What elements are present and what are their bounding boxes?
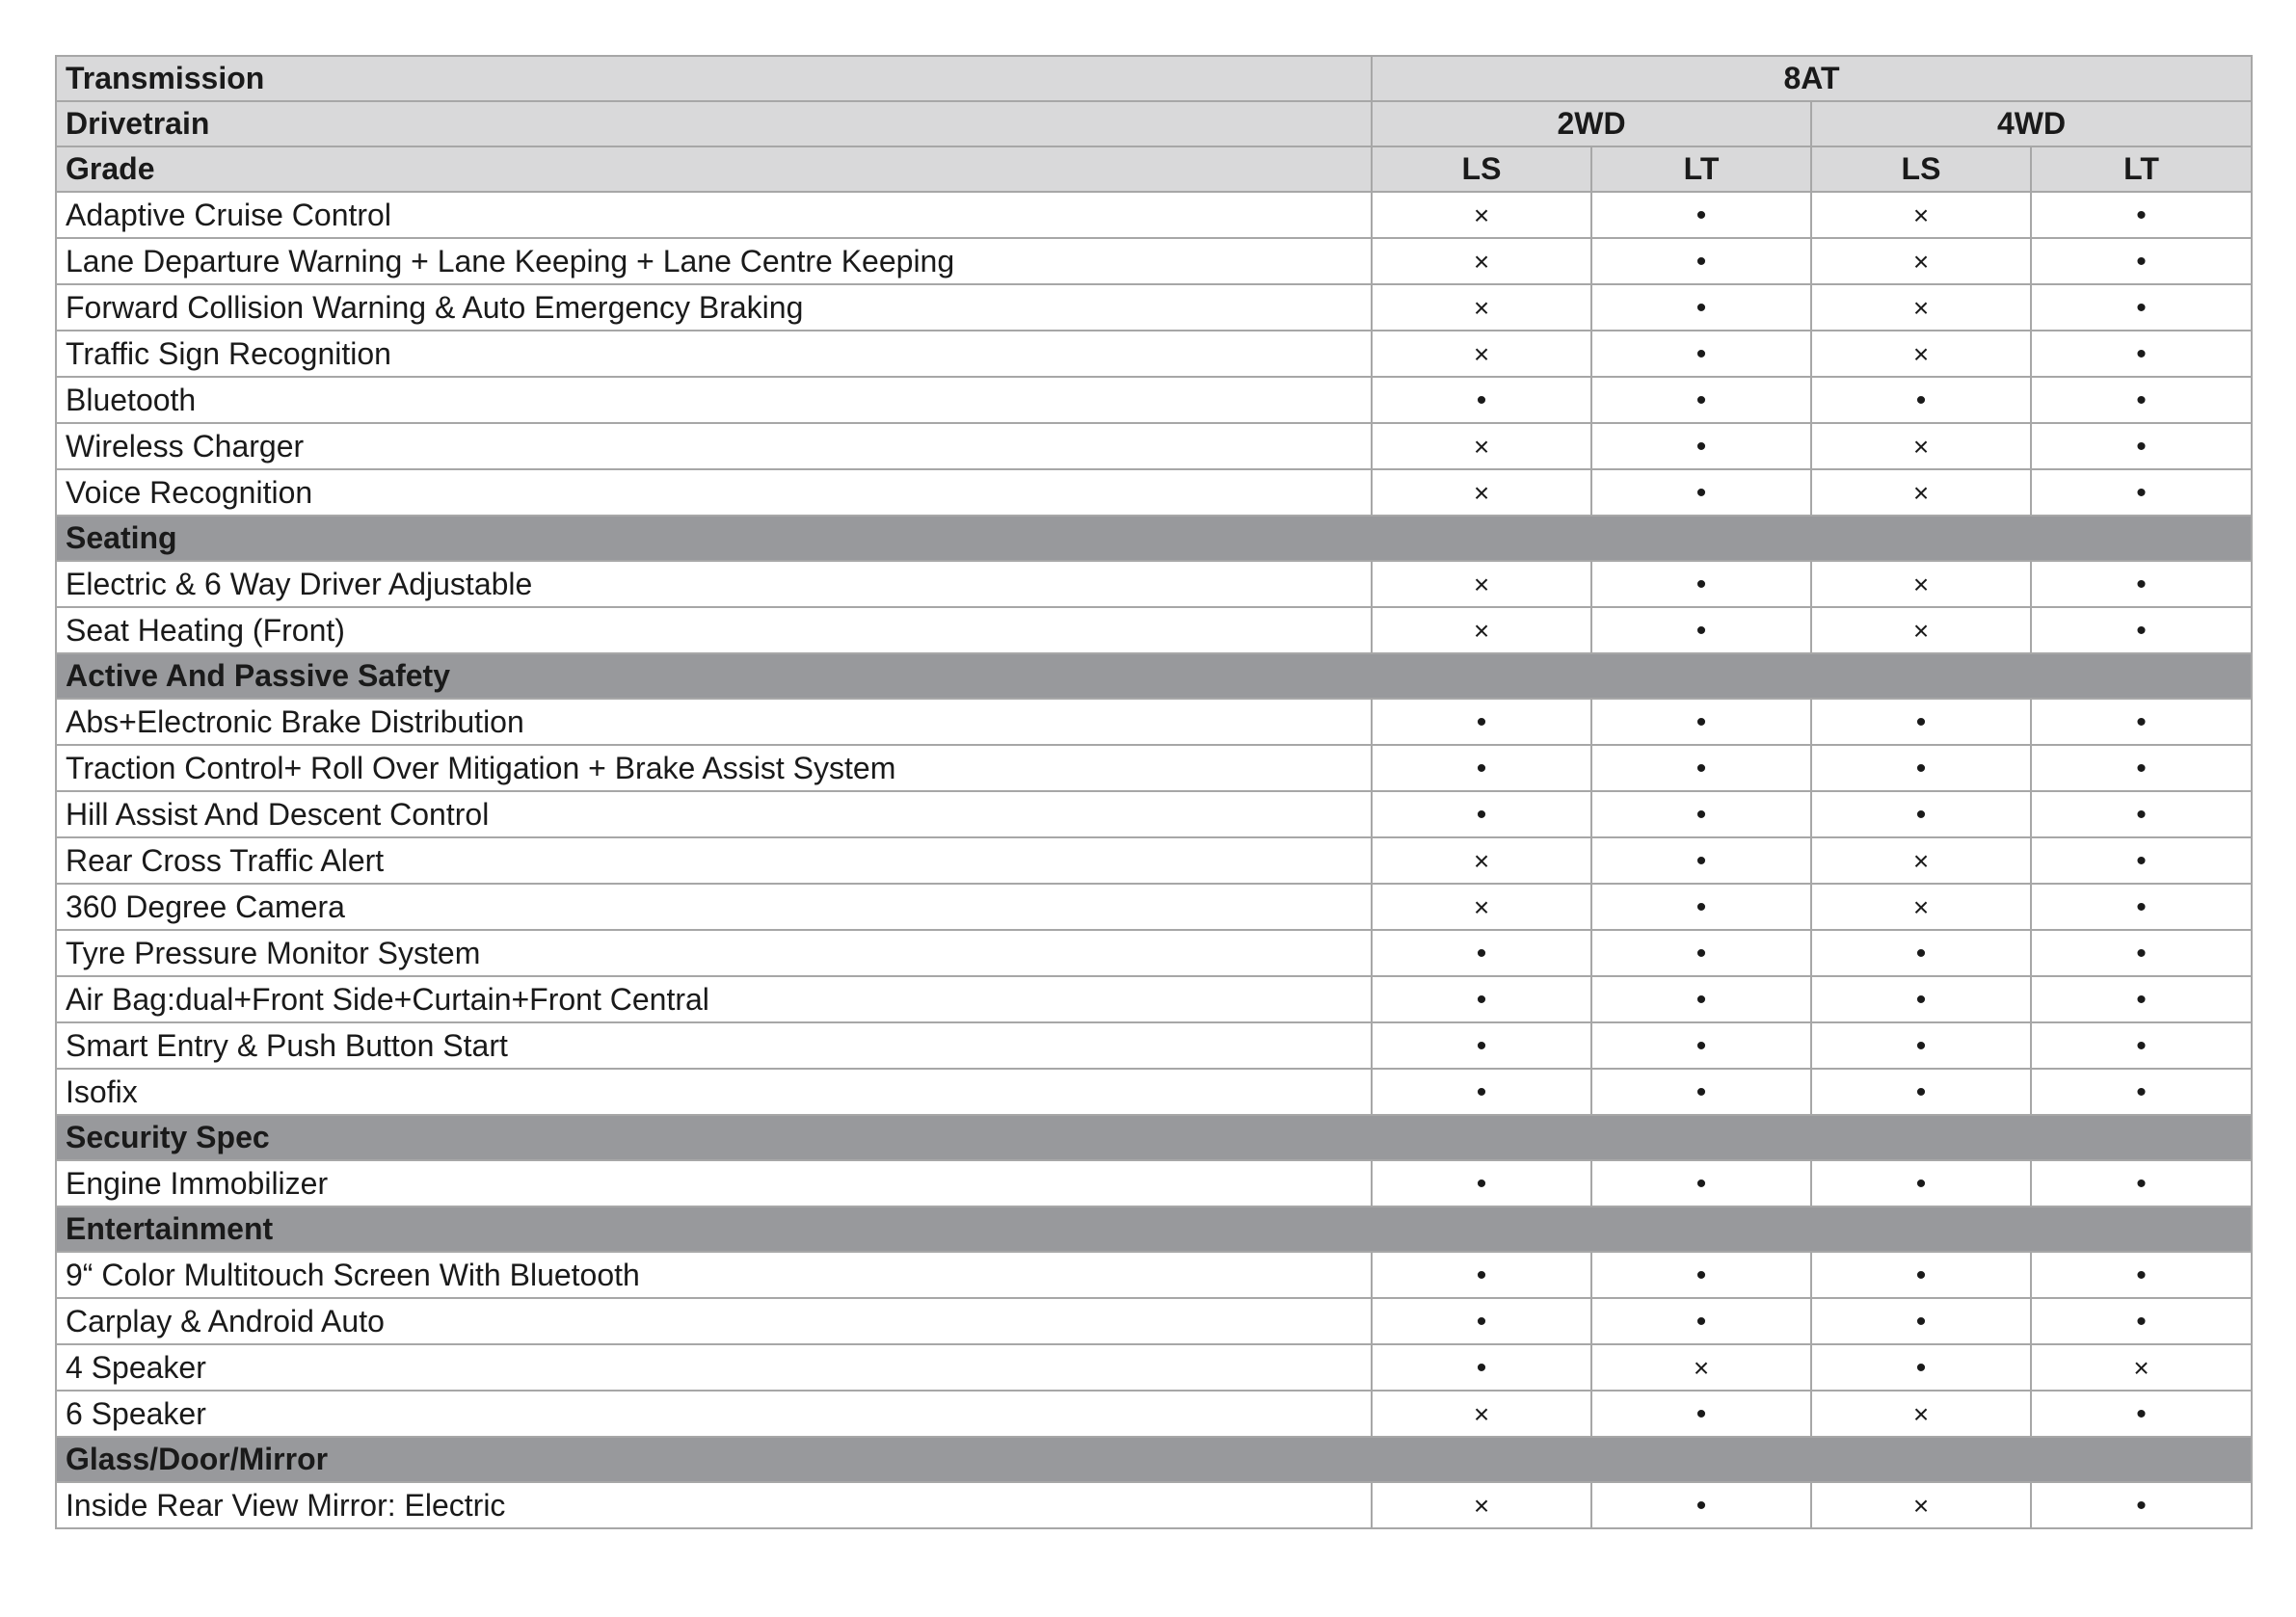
feature-row xyxy=(56,745,2252,791)
section-fill-cell xyxy=(1811,1437,2031,1482)
section-header-row xyxy=(56,1437,2252,1482)
availability-cell-4wd-ls xyxy=(1811,930,2031,976)
drivetrain-2wd: 2WD xyxy=(1372,101,1811,146)
availability-cell-4wd-lt xyxy=(2031,930,2252,976)
available-dot-icon: • xyxy=(1476,384,1487,416)
available-dot-icon: • xyxy=(1915,984,1927,1016)
feature-label: Wireless Charger xyxy=(56,423,1372,469)
grade-row xyxy=(56,146,2252,192)
not-available-cross-icon: × xyxy=(1473,432,1490,462)
available-dot-icon: • xyxy=(2136,1076,2147,1108)
drivetrain-label: Drivetrain xyxy=(56,101,1372,146)
availability-cell-4wd-ls xyxy=(1811,1022,2031,1069)
feature-label: 4 Speaker xyxy=(56,1344,1372,1391)
availability-cell-2wd-lt xyxy=(1591,976,1811,1022)
availability-cell-2wd-ls xyxy=(1372,423,1591,469)
feature-label: Voice Recognition xyxy=(56,469,1372,516)
availability-cell-2wd-ls xyxy=(1372,884,1591,930)
availability-cell-2wd-ls xyxy=(1372,1344,1591,1391)
section-fill-cell xyxy=(2031,653,2252,699)
availability-cell-2wd-ls xyxy=(1372,1160,1591,1206)
available-dot-icon: • xyxy=(1695,1259,1707,1291)
availability-cell-2wd-ls xyxy=(1372,1298,1591,1344)
feature-row xyxy=(56,837,2252,884)
grade-4wd-ls: LS xyxy=(1811,146,2031,192)
availability-cell-4wd-ls xyxy=(1811,607,2031,653)
not-available-cross-icon: × xyxy=(1473,570,1490,599)
grade-2wd-lt: LT xyxy=(1591,146,1811,192)
availability-cell-4wd-ls xyxy=(1811,1298,2031,1344)
feature-label: Seat Heating (Front) xyxy=(56,607,1372,653)
availability-cell-2wd-lt xyxy=(1591,1391,1811,1437)
available-dot-icon: • xyxy=(2136,338,2147,370)
available-dot-icon: • xyxy=(1476,706,1487,738)
not-available-cross-icon: × xyxy=(1473,200,1490,230)
availability-cell-4wd-lt xyxy=(2031,1252,2252,1298)
not-available-cross-icon: × xyxy=(1473,892,1490,922)
not-available-cross-icon: × xyxy=(1473,247,1490,277)
available-dot-icon: • xyxy=(1695,1030,1707,1062)
available-dot-icon: • xyxy=(1695,338,1707,370)
feature-row xyxy=(56,930,2252,976)
feature-row xyxy=(56,1022,2252,1069)
availability-cell-4wd-lt xyxy=(2031,1482,2252,1528)
feature-row xyxy=(56,1160,2252,1206)
availability-cell-2wd-lt xyxy=(1591,561,1811,607)
feature-label: Traction Control+ Roll Over Mitigation + Brake Assist System xyxy=(56,745,1372,791)
availability-cell-2wd-lt xyxy=(1591,284,1811,331)
availability-cell-4wd-lt xyxy=(2031,238,2252,284)
section-header-row xyxy=(56,516,2252,561)
availability-cell-2wd-ls xyxy=(1372,377,1591,423)
available-dot-icon: • xyxy=(1695,1306,1707,1338)
feature-row xyxy=(56,976,2252,1022)
availability-cell-2wd-ls xyxy=(1372,1482,1591,1528)
available-dot-icon: • xyxy=(1695,984,1707,1016)
availability-cell-2wd-lt xyxy=(1591,791,1811,837)
availability-cell-4wd-lt xyxy=(2031,1069,2252,1115)
available-dot-icon: • xyxy=(1476,753,1487,784)
available-dot-icon: • xyxy=(2136,246,2147,278)
feature-label: 6 Speaker xyxy=(56,1391,1372,1437)
availability-cell-4wd-lt xyxy=(2031,884,2252,930)
availability-cell-2wd-ls xyxy=(1372,331,1591,377)
feature-label: Air Bag:dual+Front Side+Curtain+Front Central xyxy=(56,976,1372,1022)
not-available-cross-icon: × xyxy=(1912,616,1930,646)
grade-4wd-lt: LT xyxy=(2031,146,2252,192)
feature-row xyxy=(56,607,2252,653)
feature-label: Traffic Sign Recognition xyxy=(56,331,1372,377)
available-dot-icon: • xyxy=(1476,1030,1487,1062)
available-dot-icon: • xyxy=(2136,292,2147,324)
feature-label: Adaptive Cruise Control xyxy=(56,192,1372,238)
availability-cell-4wd-lt xyxy=(2031,699,2252,745)
not-available-cross-icon: × xyxy=(1473,846,1490,876)
availability-cell-2wd-ls xyxy=(1372,930,1591,976)
availability-cell-4wd-ls xyxy=(1811,423,2031,469)
available-dot-icon: • xyxy=(1695,431,1707,463)
availability-cell-4wd-ls xyxy=(1811,837,2031,884)
availability-cell-4wd-lt xyxy=(2031,331,2252,377)
available-dot-icon: • xyxy=(1476,1168,1487,1200)
available-dot-icon: • xyxy=(1695,1168,1707,1200)
available-dot-icon: • xyxy=(2136,891,2147,923)
feature-label: Electric & 6 Way Driver Adjustable xyxy=(56,561,1372,607)
not-available-cross-icon: × xyxy=(1912,200,1930,230)
available-dot-icon: • xyxy=(2136,1398,2147,1430)
feature-row xyxy=(56,884,2252,930)
available-dot-icon: • xyxy=(1695,246,1707,278)
section-fill-cell xyxy=(2031,516,2252,561)
not-available-cross-icon: × xyxy=(1912,1399,1930,1429)
availability-cell-4wd-ls xyxy=(1811,1344,2031,1391)
availability-cell-4wd-lt xyxy=(2031,423,2252,469)
availability-cell-4wd-ls xyxy=(1811,699,2031,745)
feature-row xyxy=(56,469,2252,516)
available-dot-icon: • xyxy=(2136,1168,2147,1200)
available-dot-icon: • xyxy=(2136,569,2147,600)
availability-cell-4wd-lt xyxy=(2031,1344,2252,1391)
available-dot-icon: • xyxy=(1915,753,1927,784)
availability-cell-4wd-ls xyxy=(1811,331,2031,377)
availability-cell-4wd-lt xyxy=(2031,976,2252,1022)
availability-cell-4wd-lt xyxy=(2031,192,2252,238)
not-available-cross-icon: × xyxy=(1912,247,1930,277)
availability-cell-2wd-lt xyxy=(1591,837,1811,884)
feature-label: Lane Departure Warning + Lane Keeping + Lane Centre Keeping xyxy=(56,238,1372,284)
feature-label: Smart Entry & Push Button Start xyxy=(56,1022,1372,1069)
available-dot-icon: • xyxy=(2136,753,2147,784)
section-fill-cell xyxy=(1591,1206,1811,1252)
section-fill-cell xyxy=(1591,516,1811,561)
section-fill-cell xyxy=(1372,1206,1591,1252)
availability-cell-4wd-lt xyxy=(2031,1391,2252,1437)
section-fill-cell xyxy=(1591,1437,1811,1482)
feature-row xyxy=(56,1391,2252,1437)
not-available-cross-icon: × xyxy=(1693,1353,1710,1383)
availability-cell-2wd-ls xyxy=(1372,1391,1591,1437)
availability-cell-4wd-lt xyxy=(2031,607,2252,653)
available-dot-icon: • xyxy=(1695,706,1707,738)
feature-row xyxy=(56,699,2252,745)
available-dot-icon: • xyxy=(1695,891,1707,923)
transmission-label: Transmission xyxy=(56,56,1372,101)
available-dot-icon: • xyxy=(2136,199,2147,231)
availability-cell-4wd-ls xyxy=(1811,561,2031,607)
feature-label: Inside Rear View Mirror: Electric xyxy=(56,1482,1372,1528)
availability-cell-4wd-lt xyxy=(2031,377,2252,423)
feature-label: 360 Degree Camera xyxy=(56,884,1372,930)
available-dot-icon: • xyxy=(1915,1352,1927,1384)
not-available-cross-icon: × xyxy=(1912,339,1930,369)
not-available-cross-icon: × xyxy=(1912,846,1930,876)
availability-cell-4wd-ls xyxy=(1811,1252,2031,1298)
availability-cell-2wd-ls xyxy=(1372,837,1591,884)
availability-cell-2wd-ls xyxy=(1372,791,1591,837)
not-available-cross-icon: × xyxy=(1912,478,1930,508)
available-dot-icon: • xyxy=(2136,706,2147,738)
available-dot-icon: • xyxy=(2136,799,2147,831)
available-dot-icon: • xyxy=(1915,1259,1927,1291)
transmission-value: 8AT xyxy=(1372,56,2252,101)
availability-cell-4wd-lt xyxy=(2031,1022,2252,1069)
availability-cell-2wd-lt xyxy=(1591,1022,1811,1069)
available-dot-icon: • xyxy=(1476,1076,1487,1108)
section-title: Active And Passive Safety xyxy=(56,653,1372,699)
not-available-cross-icon: × xyxy=(1912,293,1930,323)
not-available-cross-icon: × xyxy=(1473,1399,1490,1429)
not-available-cross-icon: × xyxy=(1912,1491,1930,1521)
available-dot-icon: • xyxy=(2136,384,2147,416)
available-dot-icon: • xyxy=(2136,477,2147,509)
availability-cell-4wd-ls xyxy=(1811,469,2031,516)
feature-row xyxy=(56,561,2252,607)
available-dot-icon: • xyxy=(1915,1306,1927,1338)
feature-row xyxy=(56,1344,2252,1391)
availability-cell-2wd-lt xyxy=(1591,1069,1811,1115)
feature-row xyxy=(56,284,2252,331)
availability-cell-4wd-ls xyxy=(1811,238,2031,284)
available-dot-icon: • xyxy=(1695,615,1707,647)
available-dot-icon: • xyxy=(2136,1306,2147,1338)
available-dot-icon: • xyxy=(1695,292,1707,324)
availability-cell-2wd-ls xyxy=(1372,976,1591,1022)
section-fill-cell xyxy=(1372,653,1591,699)
availability-cell-2wd-lt xyxy=(1591,1298,1811,1344)
available-dot-icon: • xyxy=(1695,1076,1707,1108)
available-dot-icon: • xyxy=(2136,845,2147,877)
availability-cell-4wd-lt xyxy=(2031,791,2252,837)
feature-label: Rear Cross Traffic Alert xyxy=(56,837,1372,884)
availability-cell-2wd-lt xyxy=(1591,1482,1811,1528)
availability-cell-2wd-lt xyxy=(1591,1252,1811,1298)
availability-cell-2wd-ls xyxy=(1372,607,1591,653)
section-title: Glass/Door/Mirror xyxy=(56,1437,1372,1482)
available-dot-icon: • xyxy=(1695,477,1707,509)
drivetrain-4wd: 4WD xyxy=(1811,101,2252,146)
available-dot-icon: • xyxy=(2136,431,2147,463)
available-dot-icon: • xyxy=(1695,845,1707,877)
section-fill-cell xyxy=(1591,1115,1811,1160)
section-fill-cell xyxy=(2031,1206,2252,1252)
section-fill-cell xyxy=(1811,1206,2031,1252)
available-dot-icon: • xyxy=(1476,938,1487,969)
available-dot-icon: • xyxy=(2136,984,2147,1016)
available-dot-icon: • xyxy=(1915,1030,1927,1062)
not-available-cross-icon: × xyxy=(1473,339,1490,369)
availability-cell-4wd-ls xyxy=(1811,1160,2031,1206)
feature-label: Bluetooth xyxy=(56,377,1372,423)
availability-cell-2wd-lt xyxy=(1591,331,1811,377)
availability-cell-2wd-ls xyxy=(1372,469,1591,516)
not-available-cross-icon: × xyxy=(2133,1353,2149,1383)
feature-row xyxy=(56,791,2252,837)
available-dot-icon: • xyxy=(1695,799,1707,831)
availability-cell-4wd-lt xyxy=(2031,1160,2252,1206)
section-title: Entertainment xyxy=(56,1206,1372,1252)
availability-cell-2wd-ls xyxy=(1372,745,1591,791)
feature-row xyxy=(56,238,2252,284)
available-dot-icon: • xyxy=(1915,938,1927,969)
not-available-cross-icon: × xyxy=(1912,892,1930,922)
availability-cell-4wd-lt xyxy=(2031,469,2252,516)
available-dot-icon: • xyxy=(1915,706,1927,738)
availability-cell-2wd-ls xyxy=(1372,284,1591,331)
section-fill-cell xyxy=(1811,653,2031,699)
available-dot-icon: • xyxy=(1695,1490,1707,1522)
feature-row xyxy=(56,377,2252,423)
availability-cell-4wd-ls xyxy=(1811,377,2031,423)
availability-cell-2wd-ls xyxy=(1372,1022,1591,1069)
feature-label: Forward Collision Warning & Auto Emergency Braking xyxy=(56,284,1372,331)
available-dot-icon: • xyxy=(1695,938,1707,969)
feature-row xyxy=(56,1482,2252,1528)
available-dot-icon: • xyxy=(1915,1076,1927,1108)
drivetrain-row xyxy=(56,101,2252,146)
feature-label: Isofix xyxy=(56,1069,1372,1115)
feature-label: 9“ Color Multitouch Screen With Bluetooth xyxy=(56,1252,1372,1298)
section-fill-cell xyxy=(2031,1437,2252,1482)
availability-cell-2wd-lt xyxy=(1591,1344,1811,1391)
feature-label: Tyre Pressure Monitor System xyxy=(56,930,1372,976)
availability-cell-4wd-lt xyxy=(2031,837,2252,884)
section-fill-cell xyxy=(2031,1115,2252,1160)
grade-label: Grade xyxy=(56,146,1372,192)
section-fill-cell xyxy=(1372,516,1591,561)
feature-label: Hill Assist And Descent Control xyxy=(56,791,1372,837)
availability-cell-2wd-lt xyxy=(1591,607,1811,653)
availability-cell-2wd-lt xyxy=(1591,930,1811,976)
availability-cell-4wd-ls xyxy=(1811,745,2031,791)
availability-cell-4wd-ls xyxy=(1811,192,2031,238)
availability-cell-4wd-ls xyxy=(1811,1391,2031,1437)
available-dot-icon: • xyxy=(1695,1398,1707,1430)
availability-cell-4wd-ls xyxy=(1811,976,2031,1022)
availability-cell-4wd-ls xyxy=(1811,791,2031,837)
availability-cell-2wd-lt xyxy=(1591,699,1811,745)
not-available-cross-icon: × xyxy=(1912,570,1930,599)
availability-cell-2wd-lt xyxy=(1591,423,1811,469)
availability-cell-2wd-ls xyxy=(1372,192,1591,238)
feature-label: Engine Immobilizer xyxy=(56,1160,1372,1206)
section-header-row xyxy=(56,1115,2252,1160)
available-dot-icon: • xyxy=(1695,384,1707,416)
available-dot-icon: • xyxy=(2136,1490,2147,1522)
section-header-row xyxy=(56,1206,2252,1252)
not-available-cross-icon: × xyxy=(1912,432,1930,462)
availability-cell-4wd-ls xyxy=(1811,1482,2031,1528)
availability-cell-4wd-lt xyxy=(2031,284,2252,331)
transmission-row xyxy=(56,56,2252,101)
section-fill-cell xyxy=(1372,1115,1591,1160)
grade-2wd-ls: LS xyxy=(1372,146,1591,192)
feature-label: Carplay & Android Auto xyxy=(56,1298,1372,1344)
availability-cell-2wd-lt xyxy=(1591,238,1811,284)
available-dot-icon: • xyxy=(1476,1259,1487,1291)
available-dot-icon: • xyxy=(2136,1030,2147,1062)
available-dot-icon: • xyxy=(2136,938,2147,969)
availability-cell-4wd-ls xyxy=(1811,284,2031,331)
section-title: Security Spec xyxy=(56,1115,1372,1160)
not-available-cross-icon: × xyxy=(1473,293,1490,323)
not-available-cross-icon: × xyxy=(1473,616,1490,646)
section-header-row xyxy=(56,653,2252,699)
section-fill-cell xyxy=(1811,1115,2031,1160)
available-dot-icon: • xyxy=(1476,799,1487,831)
feature-row xyxy=(56,423,2252,469)
feature-row xyxy=(56,331,2252,377)
availability-cell-2wd-lt xyxy=(1591,745,1811,791)
availability-cell-2wd-ls xyxy=(1372,238,1591,284)
availability-cell-4wd-lt xyxy=(2031,745,2252,791)
availability-cell-4wd-ls xyxy=(1811,1069,2031,1115)
available-dot-icon: • xyxy=(2136,1259,2147,1291)
availability-cell-2wd-lt xyxy=(1591,192,1811,238)
available-dot-icon: • xyxy=(1695,199,1707,231)
availability-cell-4wd-ls xyxy=(1811,884,2031,930)
feature-row xyxy=(56,192,2252,238)
available-dot-icon: • xyxy=(1695,569,1707,600)
available-dot-icon: • xyxy=(1915,799,1927,831)
available-dot-icon: • xyxy=(1915,1168,1927,1200)
feature-row xyxy=(56,1069,2252,1115)
feature-row xyxy=(56,1298,2252,1344)
availability-cell-4wd-lt xyxy=(2031,561,2252,607)
section-fill-cell xyxy=(1811,516,2031,561)
not-available-cross-icon: × xyxy=(1473,1491,1490,1521)
availability-cell-2wd-ls xyxy=(1372,561,1591,607)
feature-row xyxy=(56,1252,2252,1298)
spec-table xyxy=(55,55,2253,1529)
section-title: Seating xyxy=(56,516,1372,561)
availability-cell-2wd-lt xyxy=(1591,1160,1811,1206)
availability-cell-4wd-lt xyxy=(2031,1298,2252,1344)
available-dot-icon: • xyxy=(1476,984,1487,1016)
available-dot-icon: • xyxy=(1915,384,1927,416)
available-dot-icon: • xyxy=(1476,1306,1487,1338)
section-fill-cell xyxy=(1372,1437,1591,1482)
available-dot-icon: • xyxy=(1695,753,1707,784)
availability-cell-2wd-ls xyxy=(1372,699,1591,745)
availability-cell-2wd-lt xyxy=(1591,377,1811,423)
availability-cell-2wd-lt xyxy=(1591,469,1811,516)
availability-cell-2wd-ls xyxy=(1372,1252,1591,1298)
section-fill-cell xyxy=(1591,653,1811,699)
available-dot-icon: • xyxy=(2136,615,2147,647)
not-available-cross-icon: × xyxy=(1473,478,1490,508)
availability-cell-2wd-lt xyxy=(1591,884,1811,930)
feature-label: Abs+Electronic Brake Distribution xyxy=(56,699,1372,745)
available-dot-icon: • xyxy=(1476,1352,1487,1384)
availability-cell-2wd-ls xyxy=(1372,1069,1591,1115)
